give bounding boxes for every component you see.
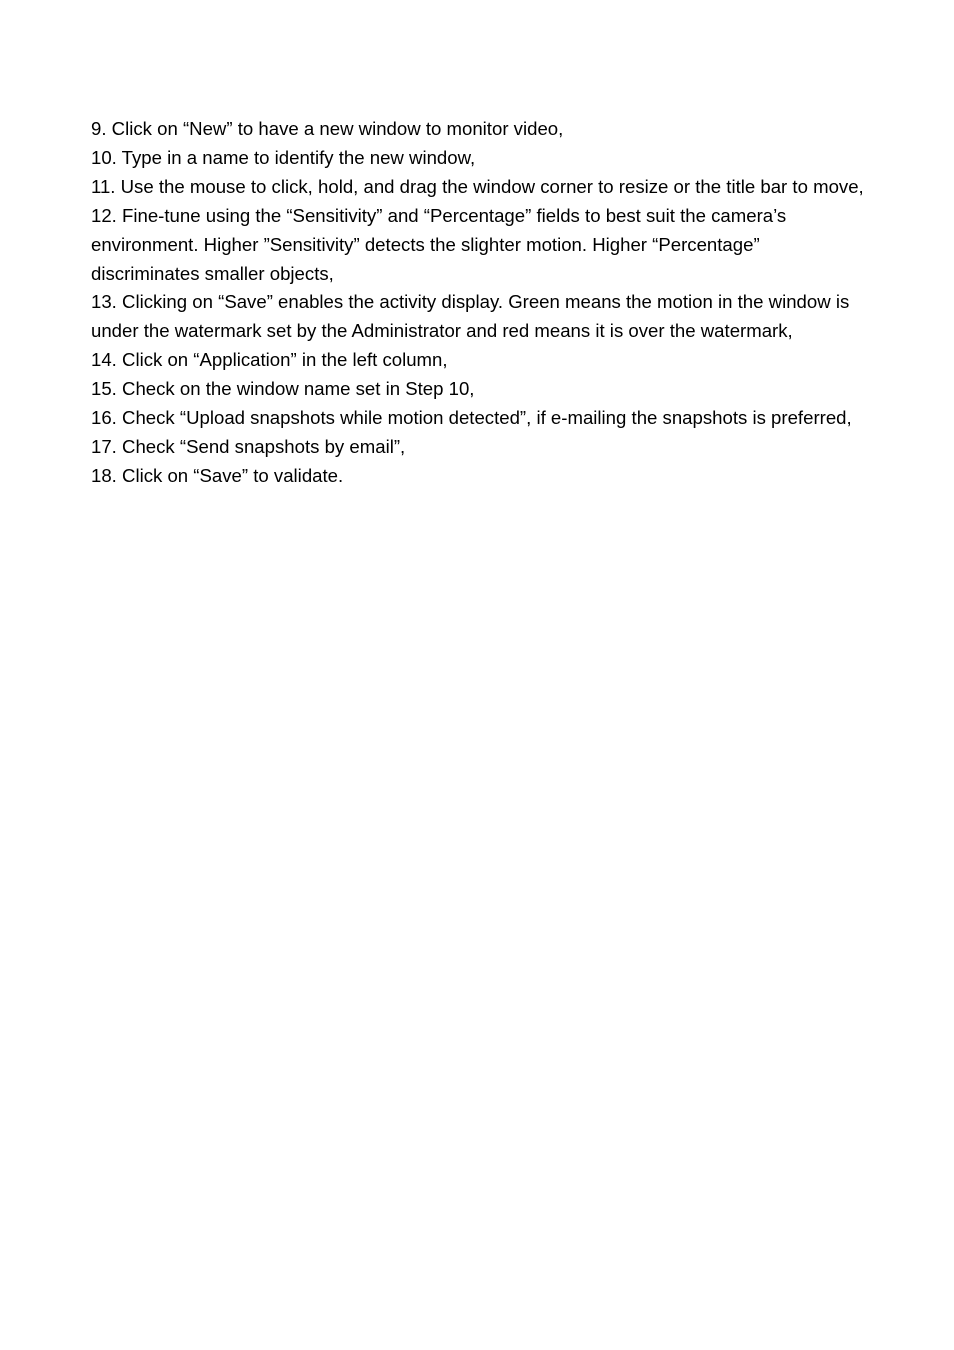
instruction-steps-list [91, 115, 871, 491]
step-13: 13. Clicking on “Save” enables the activity display. Green means the motion in the window is under the watermark set by the Administrator and red means it is over the watermark, [91, 291, 850, 342]
step-12: 12. Fine-tune using the “Sensitivity” and “Percentage” fields to best suit the camera’s environment. Higher ”Sensitivity” detects the slighter motion. Higher “Percentage” discriminates smaller objects, [91, 204, 787, 284]
step-18: 18. Click on “Save” to validate. [91, 464, 344, 486]
step-14: 14. Click on “Application” in the left column, [91, 349, 448, 371]
step-15: 15. Check on the window name set in Step 10, [91, 378, 475, 400]
step-11: 11. Use the mouse to click, hold, and drag the window corner to resize or the title bar to move, [91, 175, 864, 197]
step-16: 16. Check “Upload snapshots while motion detected”, if e-mailing the snapshots is preferred, [91, 407, 852, 429]
step-10: 10. Type in a name to identify the new window, [91, 146, 476, 168]
step-9: 9. Click on “New” to have a new window to monitor video, [91, 118, 564, 139]
step-17: 17. Check “Send snapshots by email”, [91, 435, 406, 457]
